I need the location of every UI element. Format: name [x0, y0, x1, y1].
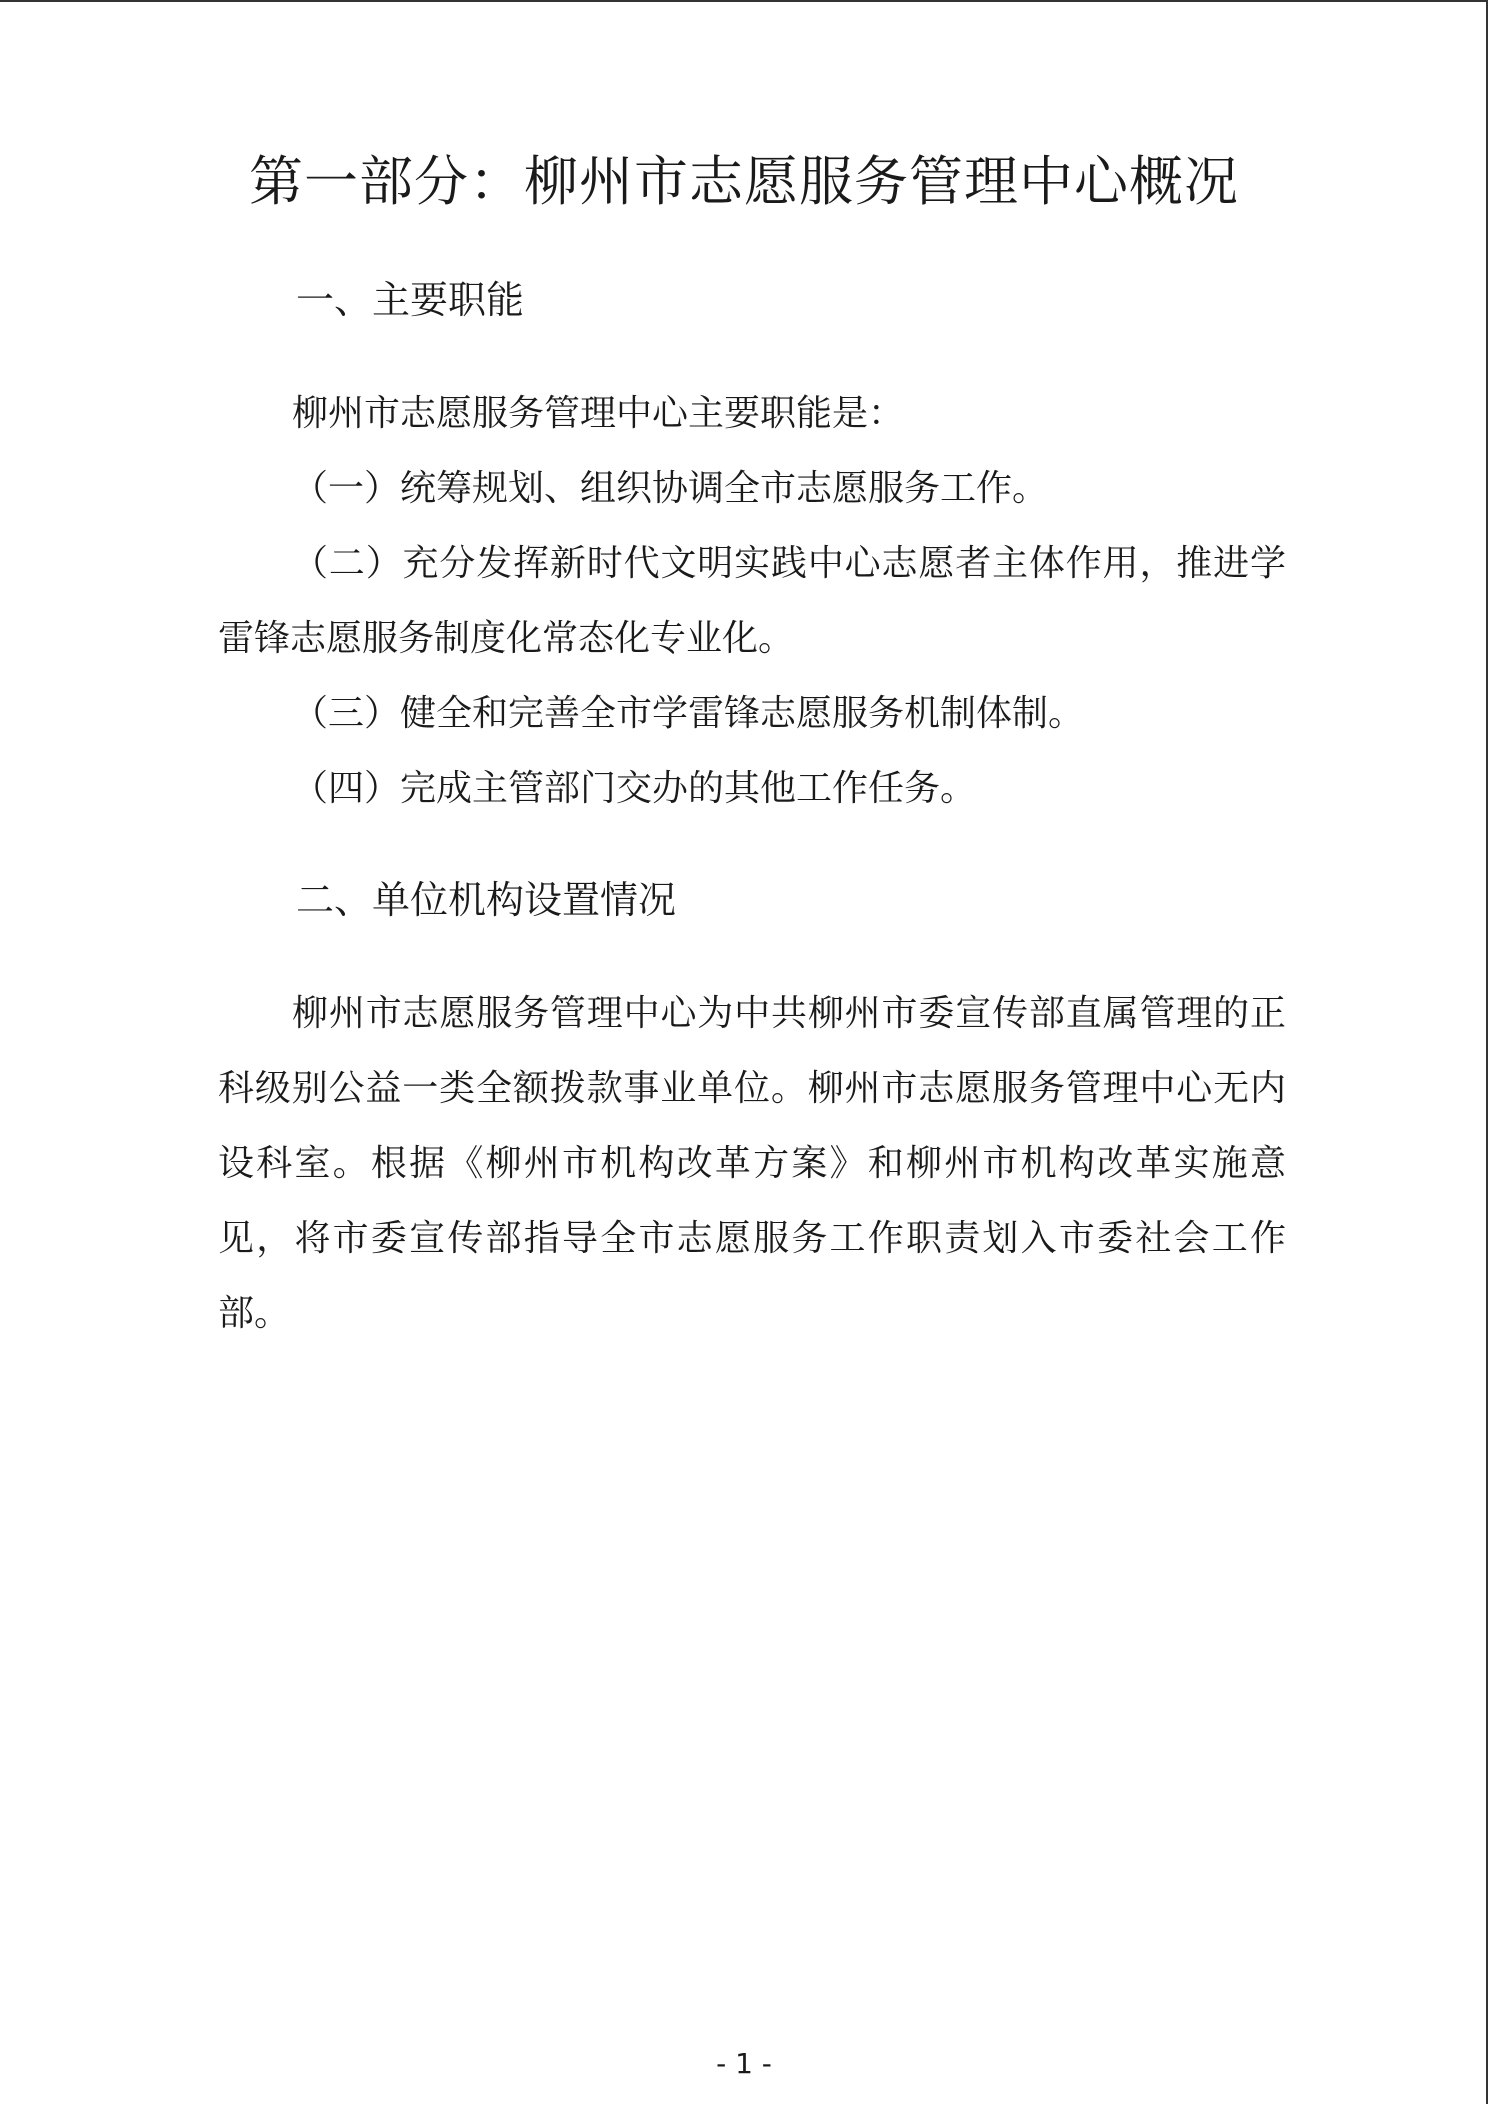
document-title: 第一部分：柳州市志愿服务管理中心概况 — [249, 150, 1239, 213]
intro-paragraph — [218, 376, 1286, 451]
function-item-1: （一）统筹规划、组织协调全市志愿服务工作。 — [292, 468, 1049, 509]
section-heading-main-functions: 一、主要职能 — [296, 278, 525, 322]
intro-text: 柳州市志愿服务管理中心主要职能是： — [292, 393, 905, 434]
section-heading-organization: 二、单位机构设置情况 — [296, 878, 677, 922]
organization-paragraph — [218, 976, 1286, 1351]
function-item-2 — [218, 526, 1286, 676]
organization-text: 柳州市志愿服务管理中心为中共柳州市委宣传部直属管理的正科级别公益一类全额拨款事业单位。柳州市志愿服务管理中心无内设科室。根据《柳州市机构改革方案》和柳州市机构改革实施意见，将市委宣传部指导全市志愿服务工作职责划入市委社会工作部。 — [218, 993, 1286, 1334]
function-item-4: （四）完成主管部门交办的其他工作任务。 — [292, 768, 977, 809]
page-number: - 1 - — [716, 2047, 772, 2080]
function-item-2-text: （二）充分发挥新时代文明实践中心志愿者主体作用，推进学雷锋志愿服务制度化常态化专业化。 — [218, 543, 1286, 659]
function-item-3: （三）健全和完善全市学雷锋志愿服务机制体制。 — [292, 693, 1085, 734]
